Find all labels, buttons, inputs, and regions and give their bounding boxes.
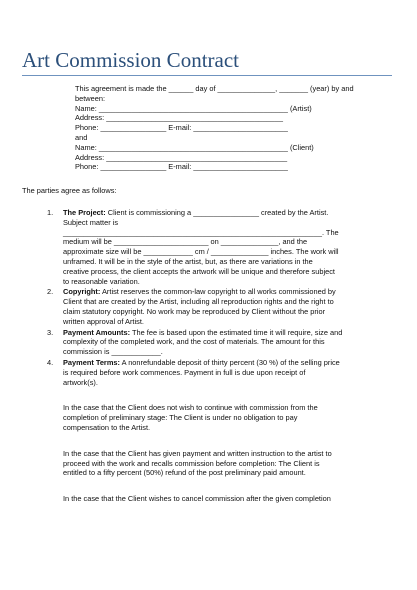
paragraph-line: In the case that the Client wishes to cancel commission after the given completion: [63, 494, 331, 504]
clause-number: 3.: [47, 327, 54, 337]
clause-heading: The Project:: [63, 208, 106, 217]
intro-line: between:: [75, 93, 105, 103]
clause-line: creative process, the client accepts the artwork will be unique and therefore subject: [63, 266, 335, 276]
client-address-line: Address: ____________________________________________: [75, 152, 288, 162]
paragraph-cancel-after-completion: [47, 494, 377, 504]
clause-line: artwork(s).: [63, 377, 98, 387]
clause-text: A nonrefundable deposit of thirty percent (30 %) of the selling price: [119, 357, 340, 367]
client-phone-email-line: Phone: ________________ E-mail: _______________________: [75, 162, 288, 172]
paragraph-line: In the case that the Client does not wish to continue with commission from the: [63, 403, 318, 413]
artist-phone-email-line: Phone: ________________ E-mail: _______________________: [75, 123, 288, 133]
paragraph-cancel-preliminary: [47, 403, 377, 432]
parties-agree-text: The parties agree as follows:: [22, 186, 117, 195]
clause-number: 1.: [47, 208, 54, 217]
clause-line: Subject matter is: [63, 217, 119, 227]
clause-line: to reasonable variation.: [63, 276, 140, 286]
clause-text: The fee is based upon the estimated time it will require, size and: [130, 327, 343, 337]
clause-line: medium will be _______________________ on ______________, and the: [63, 237, 308, 247]
clause-number: 4.: [47, 357, 54, 367]
clause-line: unframed. It will be in the style of the artist, but, as there are variations in the: [63, 256, 313, 266]
paragraph-line: compensation to the Artist.: [63, 422, 151, 432]
clause-line: approximate size will be ____________ cm / ______________ inches. The work will: [63, 247, 339, 257]
paragraph-recall-before-completion: [47, 449, 377, 478]
clause-heading: Payment Terms:: [63, 357, 120, 367]
clause-heading: Payment Amounts:: [63, 327, 131, 337]
clause-text: Artist reserves the common-law copyright to all works commissioned by: [100, 287, 336, 297]
artist-address-line: Address: ___________________________________________: [75, 113, 283, 123]
clauses-list: [47, 208, 377, 504]
paragraph-line: completion of preliminary stage: The Client is under no obligation to pay: [63, 413, 298, 423]
intro-line: and: [75, 132, 88, 142]
paragraph-line: proceed with the work and recalls commission before completion: The Client is: [63, 458, 320, 468]
clause-line: Client that are created by the Artist, including all reproduction rights and the right to: [63, 297, 334, 307]
page-title: Art Commission Contract: [22, 48, 239, 72]
clause-text: Client is commissioning a ________________ created by the Artist.: [105, 208, 329, 217]
clause-line: commission is ____________.: [63, 347, 163, 357]
clause-heading: Copyright:: [63, 287, 101, 297]
title-rule: [22, 75, 392, 76]
clause-payment-terms: [47, 358, 377, 387]
clause-line: written approval of Artist.: [63, 316, 144, 326]
paragraph-line: entitled to a fifty percent (50%) refund of the post preliminary paid amount.: [63, 468, 306, 478]
clause-line: complexity of the completed work, and the cost of materials. The amount for this: [63, 337, 325, 347]
clause-number: 2.: [47, 287, 54, 297]
clause-line: is required before work commences. Payment in full is due upon receipt of: [63, 367, 306, 377]
artist-name-line: Name: ______________________________________________ (Artist): [75, 103, 312, 113]
intro-line: This agreement is made the ______ day of ______________, _______ (year) by and: [75, 84, 354, 93]
client-name-line: Name: ______________________________________________ (Client): [75, 142, 314, 152]
paragraph-line: In the case that the Client has given payment and written instruction to the artist to: [63, 448, 332, 458]
clause-payment-amounts: [47, 328, 377, 357]
clause-line: claim statutory copyright. No work may be reproduced by Client without the prior: [63, 306, 326, 316]
clause-copyright: [47, 287, 377, 326]
clause-project: [47, 208, 377, 286]
intro-block: [75, 84, 390, 172]
clause-line: _______________________________________________________________. The: [63, 227, 339, 237]
